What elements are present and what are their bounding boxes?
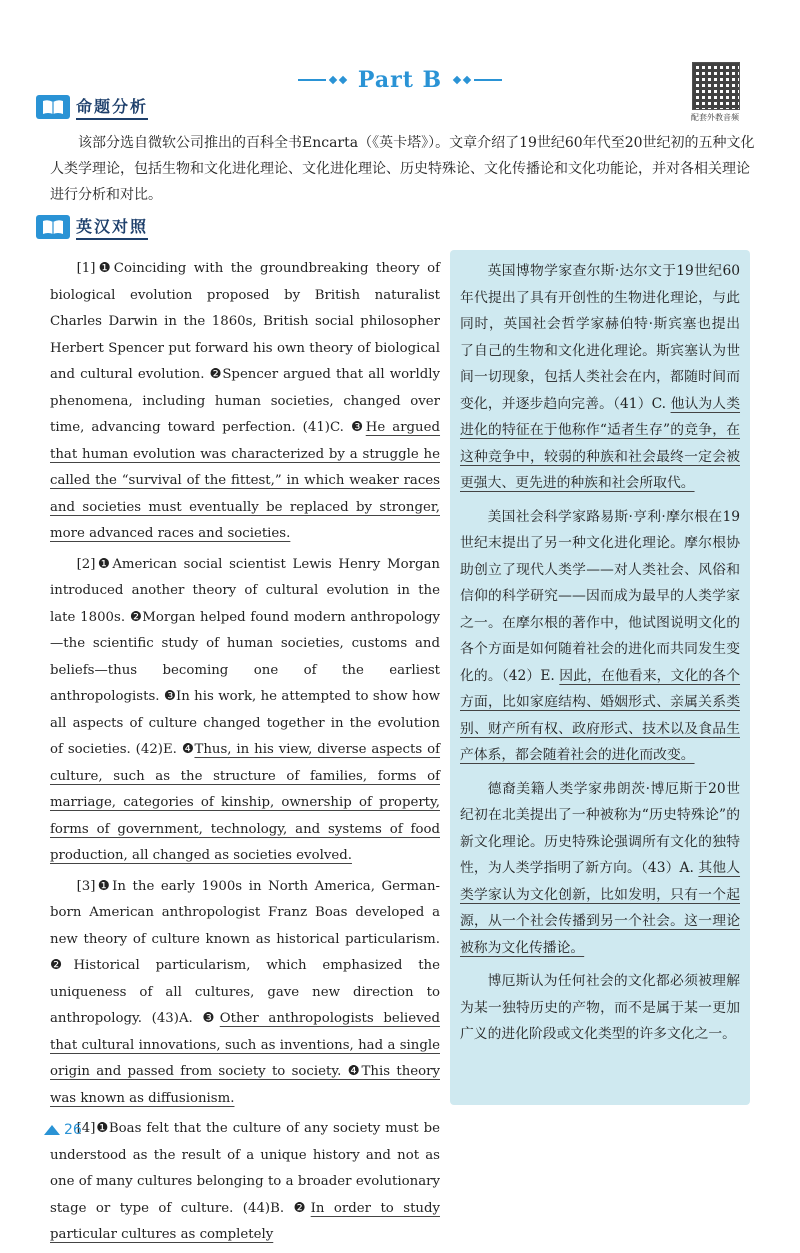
page-corner-icon xyxy=(44,1125,60,1135)
english-paragraph-2: [2]❶American social scientist Lewis Henry Morgan introduced another theory of cultural evolution in the late 1800s. ❷Morgan helped found modern anthropology—the scientific study of human societies, customs and beliefs—thus becoming one of the earliest anthropologists. ❸In his work, he attempted to show how all aspects of culture changed together in the evolution of societies. (42)E. ❹Thus, in his view, diverse aspects of culture, such as the structure of families, forms of marriage, categories of kinship, ownership of property, forms of government, technology, and systems of food production, all changed as societies evolved. xyxy=(50,556,441,863)
chinese-paragraph-3: 德裔美籍人类学家弗朗茨·博厄斯于20世纪初在北美提出了一种被称为“历史特殊论”的新文化理论。历史特殊论强调所有文化的独特性，为人类学指明了新方向。（43）A. 其他人类学家认为文化创新，比如发明，只有一个起源，从一个社会传播到另一个社会。这一理论被称为文化传播论。 xyxy=(460,780,741,956)
chinese-column xyxy=(450,250,750,1105)
chinese-answer-42: 因此，在他看来，文化的各个方面，比如家庭结构、婚姻形式、亲属关系类别、财产所有权、政府形式、技术以及食品生产体系，都会随着社会的进化而改变。 xyxy=(460,667,741,763)
analysis-text: 该部分选自微软公司推出的百科全书Encarta（《英卡塔》）。文章介绍了19世纪60年代至20世纪初的五种文化人类学理论，包括生物和文化进化理论、文化进化理论、历史特殊论、文化传播论和文化功能论，并对各相关理论进行分析和对比。 xyxy=(50,135,755,203)
book-icon xyxy=(36,95,70,119)
chinese-answer-41: 他认为人类进化的特征在于他称作“适者生存”的竞争，在这种竞争中，较弱的种族和社会最终一定会被更强大、更先进的种族和社会所取代。 xyxy=(460,395,741,491)
english-answer-42: Thus, in his view, diverse aspects of culture, such as the structure of families, forms of marriage, categories of kinship, ownership of property, forms of government, technology, and systems of food production, all changed as societies evolved. xyxy=(50,742,441,863)
part-title: Part B xyxy=(357,67,443,93)
english-column xyxy=(50,256,440,1253)
qr-code[interactable] xyxy=(692,62,740,110)
bilingual-section-label xyxy=(36,214,148,240)
chinese-answer-43: 其他人类学家认为文化创新，比如发明，只有一个起源，从一个社会传播到另一个社会。这一理论被称为文化传播论。 xyxy=(460,860,741,956)
english-answer-44: In order to study particular cultures as completely xyxy=(50,1200,440,1242)
book-icon xyxy=(36,215,70,239)
left-ornament xyxy=(298,77,346,83)
english-answer-41: He argued that human evolution was characterized by a struggle he called the “survival of the fittest,” in which weaker races and societies must eventually be replaced by stronger, more advanced races and societies. xyxy=(50,420,441,541)
bilingual-title: 英汉对照 xyxy=(76,214,148,240)
page-number: 26 xyxy=(44,1122,82,1138)
english-paragraph-4: [4]❶Boas felt that the culture of any society must be understood as the result of a unique history and not as one of many cultures belonging to a broader evolutionary stage or type of culture. (44)B. ❷In order to study particular cultures as completely xyxy=(50,1121,440,1242)
right-ornament xyxy=(454,77,502,83)
qr-caption: 配套外教音频 xyxy=(691,113,739,122)
analysis-section-label xyxy=(36,94,148,120)
chinese-paragraph-4: 博厄斯认为任何社会的文化都必须被理解为某一独特历史的产物，而不是属于某一更加广义的进化阶段或文化类型的许多文化之一。 xyxy=(460,973,740,1042)
analysis-title: 命题分析 xyxy=(76,94,148,120)
english-paragraph-1: [1]❶Coinciding with the groundbreaking theory of biological evolution proposed by British naturalist Charles Darwin in the 1860s, British social philosopher Herbert Spencer put forward his own theory of biological and cultural evolution. ❷Spencer argued that all worldly phenomena, including human societies, changed over time, advancing toward perfection. (41)C. ❸He argued that human evolution was characterized by a struggle he called the “survival of the fittest,” in which weaker races and societies must eventually be replaced by stronger, more advanced races and societies. xyxy=(50,261,441,541)
chinese-paragraph-1: 英国博物学家查尔斯·达尔文于19世纪60年代提出了具有开创性的生物进化理论，与此同时，英国社会哲学家赫伯特·斯宾塞也提出了自己的生物和文化进化理论。斯宾塞认为世间一切现象，包括人类社会在内，都随时间而变化，并逐步趋向完善。（41）C. 他认为人类进化的特征在于他称作“适者生存”的竞争，在这种竞争中，较弱的种族和社会最终一定会被更强大、更先进的种族和社会所取代。 xyxy=(460,263,741,491)
chinese-paragraph-2: 美国社会科学家路易斯·亨利·摩尔根在19世纪末提出了另一种文化进化理论。摩尔根协助创立了现代人类学——对人类社会、风俗和信仰的科学研究——因而成为最早的人类学家之一。在摩尔根的著作中，他试图说明文化的各个方面是如何随着社会的进化而共同发生变化的。（42）E. 因此，在他看来，文化的各个方面，比如家庭结构、婚姻形式、亲属关系类别、财产所有权、政府形式、技术以及食品生产体系，都会随着社会的进化而改变。 xyxy=(460,508,741,763)
english-answer-43: Other anthropologists believed that cultural innovations, such as inventions, had a single origin and passed from society to society. ❹This theory was known as diffusionism. xyxy=(50,1011,440,1106)
english-paragraph-3: [3]❶In the early 1900s in North America, German-born American anthropologist Franz Boas developed a new theory of culture known as historical particularism. ❷Historical particularism, which emphasized the uniqueness of all cultures, gave new direction to anthropology. (43)A. ❸Other anthropologists believed that cultural innovations, such as inventions, had a single origin and passed from society to society. ❹This theory was known as diffusionism. xyxy=(50,878,440,1106)
